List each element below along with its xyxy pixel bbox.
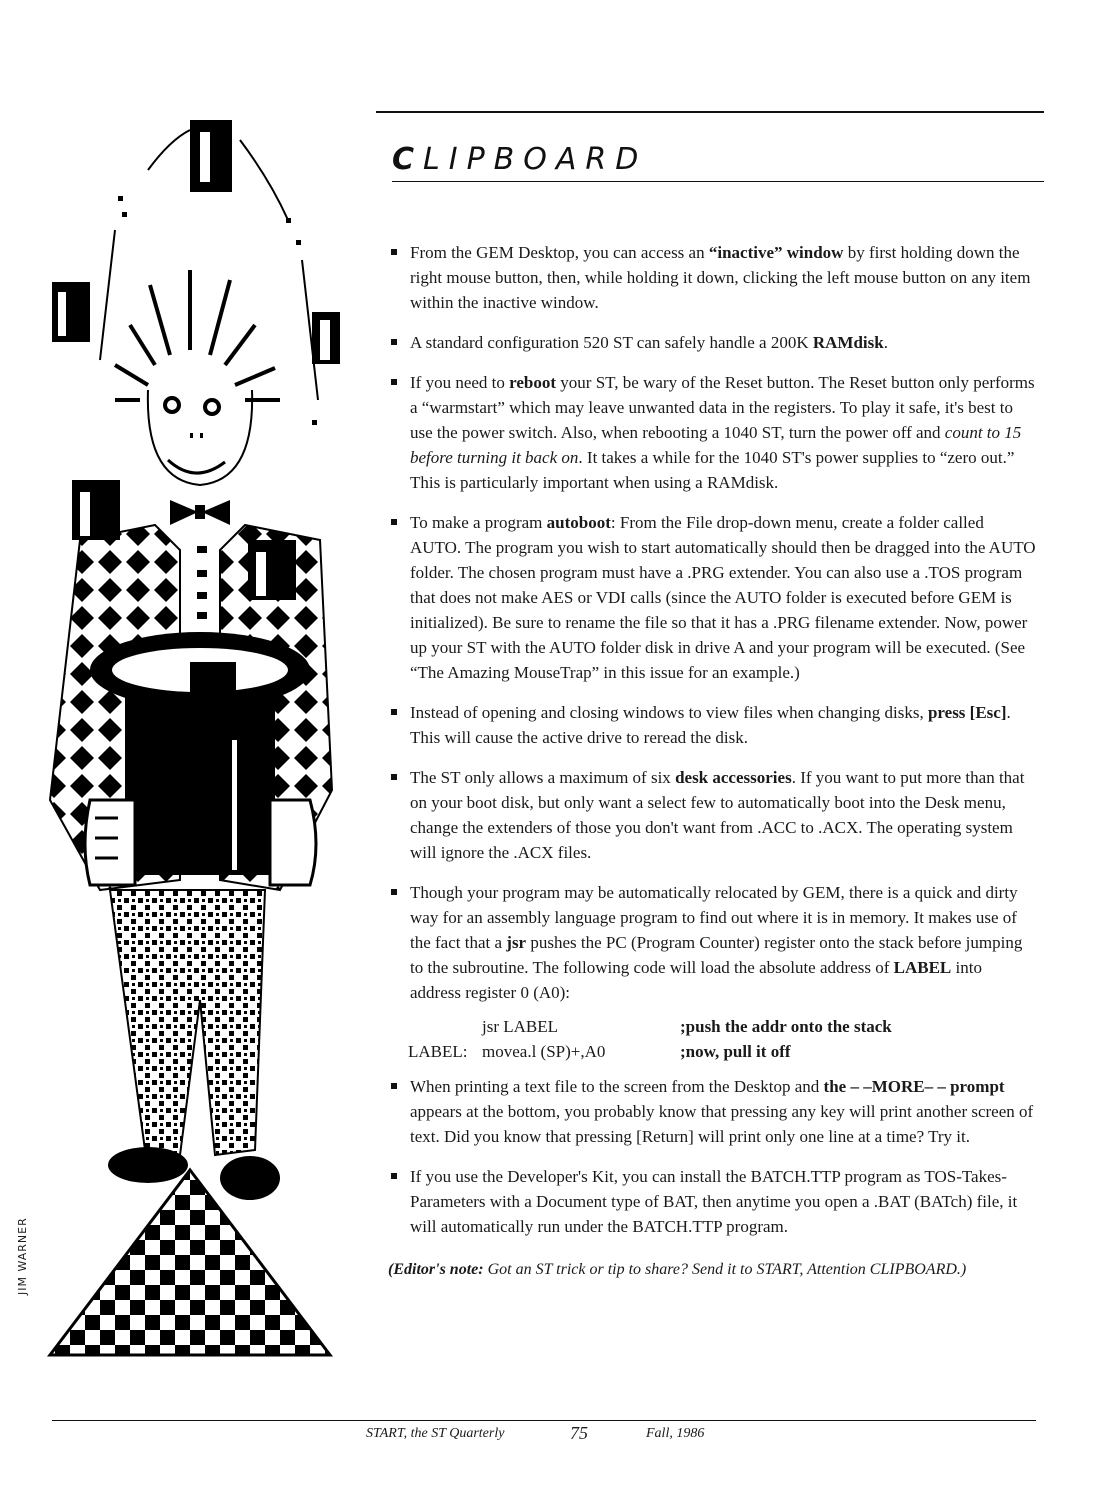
bullet-icon (391, 1173, 397, 1179)
tip-bold-term: desk accessories (675, 768, 792, 787)
code-line (408, 1039, 1036, 1064)
tip-item (388, 370, 1036, 495)
tip-item (388, 700, 1036, 750)
tip-text (410, 510, 1036, 685)
tip-item (388, 330, 1036, 355)
tip-text-run: The ST only allows a maximum of six (410, 768, 676, 787)
bullet-icon (391, 709, 397, 715)
footer-issue: Fall, 1986 (646, 1426, 705, 1441)
tip-bold-term: “inactive” window (708, 243, 844, 262)
title-rule (392, 181, 1044, 182)
tip-item (388, 765, 1036, 865)
code-instruction: movea.l (SP)+,A0 (482, 1042, 606, 1061)
tip-item (388, 1164, 1036, 1239)
tip-bold-term: autoboot (546, 513, 611, 532)
tip-text-run: If you use the Developer's Kit, you can install the BATCH.TTP program as TOS-Takes-Parameters with a Document type of BAT, then anytime you open a .BAT (BATch) file, it will automatically run under the BATCH.TTP program. (410, 1167, 1018, 1236)
tip-text-run: From the GEM Desktop, you can access an (410, 243, 709, 262)
tip-item (388, 240, 1036, 315)
tip-text-run: . It takes a while for the 1040 ST's power supplies to “zero out.” This is particularly important when using a RAMdisk. (410, 448, 1015, 492)
tip-text-run: by first holding down the right mouse button, then, while holding it down, clicking the left mouse button on any item within the inactive window. (410, 243, 1031, 312)
tip-text (410, 880, 1036, 1005)
tip-bold-term: the – –MORE– – prompt (823, 1077, 1005, 1096)
tip-text-run: into address register 0 (A0): (410, 958, 982, 1002)
code-comment: ;now, pull it off (680, 1042, 791, 1061)
bullet-icon (391, 249, 397, 255)
magician-illustration (40, 100, 340, 1370)
tip-text (410, 1164, 1036, 1239)
tip-text (410, 370, 1036, 495)
tip-text (410, 1074, 1036, 1149)
tip-text-run: your ST, be wary of the Reset button. The Reset button only performs a “warmstart” which may leave unwanted data in the registers. To play it safe, it's best to use the power switch. Also, when rebooting a 1040 ST, turn the power off and (410, 373, 1035, 442)
tip-text-run: A standard configuration 520 ST can safely handle a 200K (410, 333, 813, 352)
title-rest: LIPBOARD (423, 142, 648, 177)
illustration-credit: JIM WARNER (16, 1217, 29, 1295)
tip-text (410, 765, 1036, 865)
tip-text (410, 330, 1036, 355)
code-label: LABEL: (408, 1042, 468, 1061)
tip-text-run: If you need to (410, 373, 510, 392)
bullet-icon (391, 519, 397, 525)
code-instruction: jsr LABEL (482, 1017, 559, 1036)
tip-bold-term: reboot (509, 373, 557, 392)
tip-text-run: : From the File drop-down menu, create a folder called AUTO. The program you wish to start automatically should then be dragged into the AUTO folder. The chosen program must have a .PRG extender. You can also use a .TOS program that does not make AES or VDI calls (since the AUTO folder is executed before GEM is initialized). Be sure to rename the file so that it has a .PRG filename extender. Now, power up your ST with the AUTO folder disk in drive A and your program will be executed. (See “The Amazing MouseTrap” in this issue for an example.) (410, 513, 1036, 682)
code-example (408, 1014, 1036, 1064)
tips-list (388, 240, 1036, 1005)
tip-item (388, 510, 1036, 685)
tip-text-run: Though your program may be automatically relocated by GEM, there is a quick and dirty way for an assembly language program to find out where it is in memory. It makes use of the fact that a (410, 883, 1018, 952)
editors-note-label: (Editor's note: (388, 1261, 484, 1278)
tip-text-run: Instead of opening and closing windows to view files when changing disks, (410, 703, 928, 722)
bullet-icon (391, 889, 397, 895)
code-line (408, 1014, 1036, 1039)
tip-bold-term: press [Esc] (927, 703, 1007, 722)
tip-italic-text: count to 15 before turning it back on (410, 423, 1022, 467)
bullet-icon (391, 379, 397, 385)
tip-bold-term: RAMdisk (812, 333, 884, 352)
code-label (408, 1014, 482, 1039)
tip-text-run: pushes the PC (Program Counter) register onto the stack before jumping to the subroutine. The following code will load the absolute address of (410, 933, 1023, 977)
tip-text-run: . If you want to put more than that on your boot disk, but only want a select few to automatically boot into the Desk menu, change the extenders of those you don't want from .ACC to .ACX. The operating system will ignore the .ACX files. (410, 768, 1025, 862)
top-rule (376, 111, 1044, 113)
tips-list-continued (388, 1074, 1036, 1239)
bullet-icon (391, 774, 397, 780)
editors-note (388, 1257, 1036, 1282)
editors-note-text: Got an ST trick or tip to share? Send it to START, Attention CLIPBOARD.) (483, 1261, 967, 1278)
tip-text-run: . This will cause the active drive to reread the disk. (410, 703, 1011, 747)
footer-publication: START, the ST Quarterly (366, 1426, 505, 1441)
bullet-icon (391, 339, 397, 345)
tip-bold-term: jsr (506, 933, 527, 952)
footer-rule (52, 1420, 1036, 1421)
tip-text (410, 240, 1036, 315)
title-initial: C (392, 142, 424, 177)
tip-bold-term: LABEL (893, 958, 952, 977)
tip-text-run: . (883, 333, 888, 352)
tip-text-run: When printing a text file to the screen from the Desktop and (410, 1077, 824, 1096)
bullet-icon (391, 1083, 397, 1089)
page-title (392, 142, 647, 177)
tip-item (388, 1074, 1036, 1149)
tip-text (410, 700, 1036, 750)
tip-item (388, 880, 1036, 1005)
tip-text-run: appears at the bottom, you probably know that pressing any key will print another screen of text. Did you know that pressing [Return] will print only one line at a time? Try it. (410, 1102, 1034, 1146)
tip-text-run: To make a program (410, 513, 547, 532)
article-body (388, 240, 1036, 1282)
code-comment: ;push the addr onto the stack (680, 1017, 892, 1036)
footer-page-number: 75 (570, 1423, 588, 1443)
